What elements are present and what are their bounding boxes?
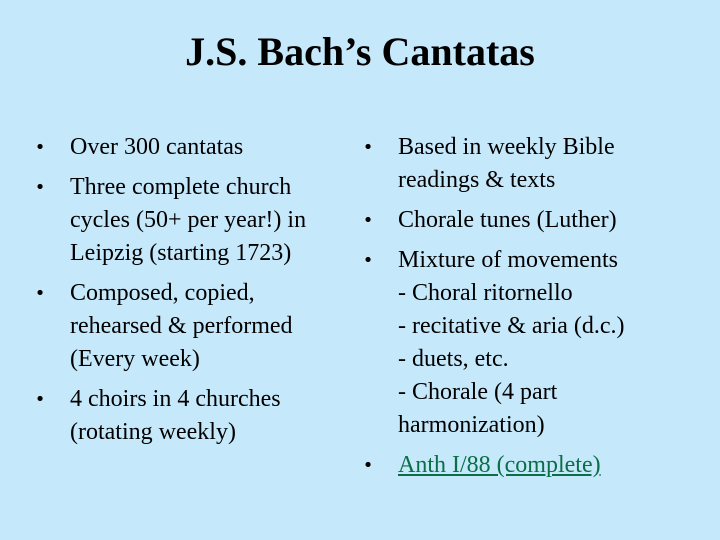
list-item-text: - Choral ritornello <box>398 280 573 306</box>
list-item-text: Three complete church <box>70 174 292 200</box>
slide-title: J.S. Bach’s Cantatas <box>185 29 535 74</box>
left-column <box>30 131 360 456</box>
list-item-text: - duets, etc. <box>398 346 509 372</box>
list-item <box>358 244 698 442</box>
list-item-text: - Chorale (4 part <box>398 379 558 405</box>
bullet-icon: • <box>362 250 374 271</box>
list-item-text: Chorale tunes (Luther) <box>398 207 617 233</box>
right-bullet-list <box>358 131 698 482</box>
list-item-text: harmonization) <box>398 412 545 438</box>
list-item <box>30 277 360 376</box>
list-item-text: cycles (50+ per year!) in <box>70 207 307 233</box>
bullet-icon: • <box>34 389 46 410</box>
list-item <box>30 383 360 449</box>
bullet-icon: • <box>362 137 374 158</box>
list-item-text: readings & texts <box>398 167 556 193</box>
bullet-icon: • <box>362 455 374 476</box>
list-item-text: (rotating weekly) <box>70 419 236 445</box>
list-item <box>358 449 698 482</box>
list-item-text: Composed, copied, <box>70 280 255 306</box>
list-item-text: Over 300 cantatas <box>70 134 244 160</box>
left-bullet-list <box>30 131 360 449</box>
list-item-text: Leipzig (starting 1723) <box>70 240 292 266</box>
anthology-link[interactable]: Anth I/88 (complete) <box>398 452 601 478</box>
list-item-text: Based in weekly Bible <box>398 134 615 160</box>
list-item <box>358 131 698 197</box>
list-item <box>30 131 360 164</box>
list-item-text: - recitative & aria (d.c.) <box>398 313 625 339</box>
list-item <box>358 204 698 237</box>
bullet-icon: • <box>362 210 374 231</box>
bullet-icon: • <box>34 177 46 198</box>
list-item-text: rehearsed & performed <box>70 313 293 339</box>
list-item-text: Mixture of movements <box>398 247 618 273</box>
bullet-icon: • <box>34 137 46 158</box>
bullet-icon: • <box>34 283 46 304</box>
list-item <box>30 171 360 270</box>
list-item-text: 4 choirs in 4 churches <box>70 386 281 412</box>
list-item-text: (Every week) <box>70 346 200 372</box>
right-column <box>358 131 698 489</box>
